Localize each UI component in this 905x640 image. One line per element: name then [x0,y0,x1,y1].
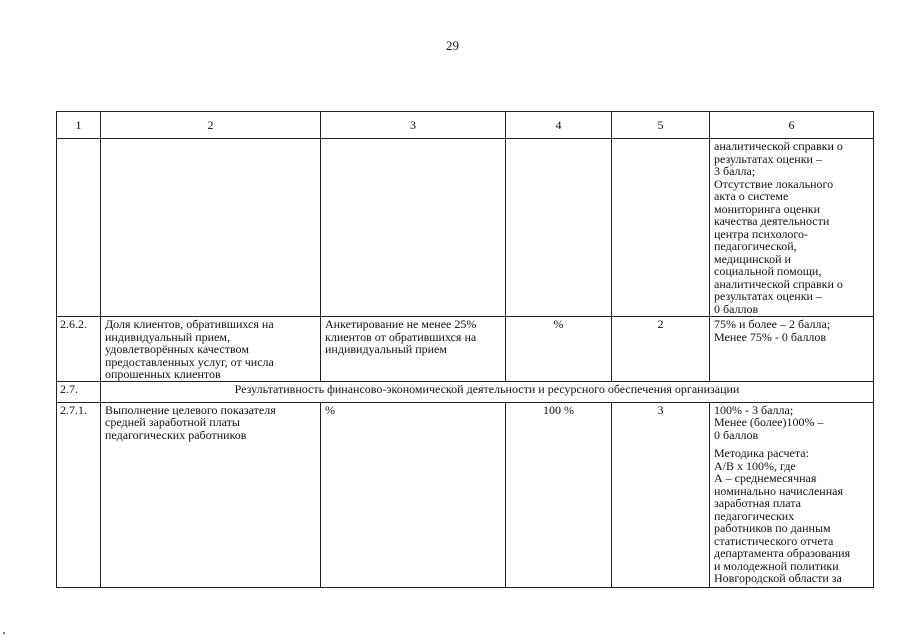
row-number: 2.7. [57,381,101,402]
criteria-table [56,111,874,588]
continuation-criteria: аналитической справки о результатах оценки – 3 балла; Отсутствие локального акта о системе мониторинга оценки качества деятельности центра психолого- педагогической, медицинской и социальной помощи, аналитической справки о результатах оценки – 0 баллов [710,139,874,317]
weight-text: 2 [612,317,710,382]
header-col-2: 2 [101,112,321,139]
criteria-cell [710,402,874,587]
indicator-text: Выполнение целевого показателя средней заработной платы педагогических работников [101,402,321,587]
table-row-2-6-2 [57,317,874,382]
source-text: Анкетирование не менее 25% клиентов от обратившихся на индивидуальный прием [321,317,506,382]
table-row-2-7 [57,381,874,402]
indicator-text: Доля клиентов, обратившихся на индивидуальный прием, удовлетворённых качеством предоставленных услуг, от числа опрошенных клиентов [101,317,321,382]
header-col-1: 1 [57,112,101,139]
criteria-text: 75% и более – 2 балла; Менее 75% - 0 баллов [710,317,874,382]
row-number: 2.7.1. [57,402,101,587]
row-number: 2.6.2. [57,317,101,382]
calculation-method-text: Методика расчета: А/В х 100%, где А – среднемесячная номинально начисленная заработная плата педагогических работников по данным статистического отчета департамента образования и молодежной политики Новгородской области за [714,446,851,585]
table-row-continuation [57,139,874,317]
header-col-6: 6 [710,112,874,139]
source-text: % [321,402,506,587]
weight-text: 3 [612,402,710,587]
cell-empty [612,139,710,317]
unit-text: 100 % [506,402,612,587]
criteria-text: 100% - 3 балла; Менее (более)100% – 0 баллов [714,402,824,442]
table-header-row [57,112,874,139]
cell-empty [506,139,612,317]
header-col-4: 4 [506,112,612,139]
header-col-3: 3 [321,112,506,139]
cell-empty [321,139,506,317]
table-row-2-7-1 [57,402,874,587]
cell-empty [57,139,101,317]
unit-text: % [506,317,612,382]
section-title: Результативность финансово-экономической деятельности и ресурсного обеспечения организации [101,381,874,402]
cell-empty [101,139,321,317]
page-number: 29 [446,38,459,53]
scan-mark [3,632,5,634]
header-col-5: 5 [612,112,710,139]
